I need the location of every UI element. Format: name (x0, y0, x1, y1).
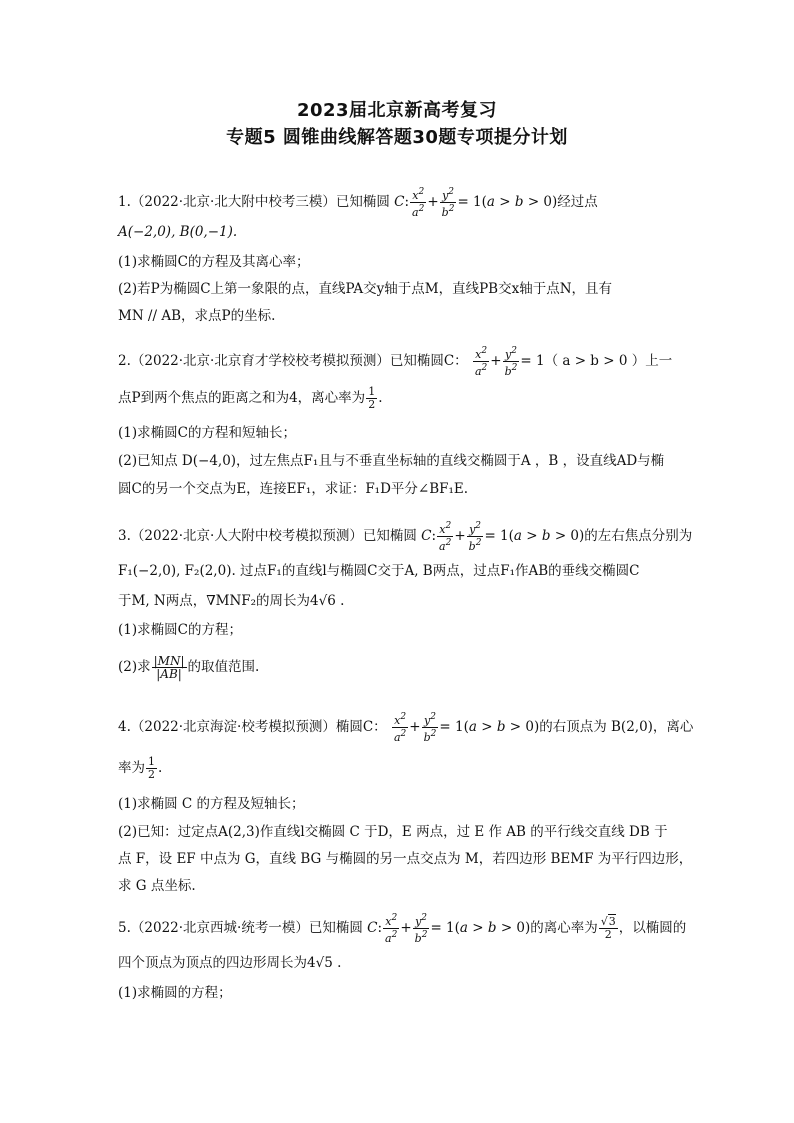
problem-2-line-1: 2.（2022·北京·北京育才学校校考模拟预测）已知椭圆C： $\frac{x^2}{a^2}$ + $\frac{y^2}{b^2}$ = 1（ a > b > 0 ）上一 (118, 346, 673, 378)
problem-1-line-2: A(−2,0), B(0,−1). (118, 224, 238, 240)
problem-source: （2022·北京西城·统考一模） (130, 920, 309, 936)
problem-2-part-2a: (2)已知点 D(−4,0)，过左焦点F₁且与不垂直坐标轴的直线交椭圆于A ，B ，设直线AD与椭 (118, 453, 665, 469)
problem-3-part-2: (2)求 $\frac{|MN|}{|AB|}$ 的取值范围. (118, 654, 260, 681)
fraction-one-half: $\frac{1}{2}$ (148, 755, 155, 781)
problem-number: 5. (118, 920, 131, 936)
problem-4-part-1: (1)求椭圆 C 的方程及短轴长； (118, 796, 305, 812)
document-title: 2023届北京新高考复习 (296, 100, 498, 121)
problem-3-part-1: (1)求椭圆C的方程； (118, 622, 242, 638)
document-subtitle: 专题5 圆锥曲线解答题30题专项提分计划 (226, 127, 568, 148)
problem-number: 1. (118, 194, 131, 210)
problem-source: （2022·北京海淀·校考模拟预测） (130, 719, 336, 735)
ellipse-equation: C: $\frac{x^2}{a^2}$ + $\frac{y^2}{b^2}$ = 1(a > b > 0) (367, 913, 531, 945)
problem-2-part-2b: 圆C的另一个交点为E，连接EF₁，求证：F₁D平分∠BF₁E. (118, 481, 469, 497)
problem-4-part-2c: 求 G 点坐标. (118, 878, 196, 894)
problem-number: 2. (118, 353, 131, 369)
problem-1-part-2a: (2)若P为椭圆C上第一象限的点，直线PA交y轴于点M，直线PB交x轴于点N，且有 (118, 281, 613, 297)
problem-source: （2022·北京·北京育才学校校考模拟预测） (130, 353, 390, 369)
problem-1-line-1: 1.（2022·北京·北大附中校考三模）已知椭圆 C: $\frac{x^2}{a^2}$ + $\frac{y^2}{b^2}$ = 1(a > b > 0)经过点 (118, 187, 598, 219)
problem-4-line-2: 率为 $\frac{1}{2}$ . (118, 755, 163, 781)
problem-1-part-1: (1)求椭圆C的方程及其离心率； (118, 254, 310, 270)
problem-4-part-2a: (2)已知：过定点A(2,3)作直线l交椭圆 C 于D，E 两点，过 E 作 AB 的平行线交直线 DB 于 (118, 824, 668, 840)
problem-number: 4. (118, 719, 131, 735)
ratio-mn-over-ab: $\frac{|MN|}{|AB|}$ (153, 654, 185, 681)
problem-5-line-2: 四个顶点为顶点的四边形周长为4√5 . (118, 955, 342, 971)
ellipse-equation: C: $\frac{x^2}{a^2}$ + $\frac{y^2}{b^2}$ = 1(a > b > 0) (394, 187, 558, 219)
problem-5-part-1: (1)求椭圆的方程； (118, 985, 232, 1001)
fraction-one-half: $\frac{1}{2}$ (368, 385, 376, 411)
problem-1-part-2b: MN // AB，求点P的坐标. (118, 308, 276, 324)
problem-2-line-2: 点P到两个焦点的距离之和为4，离心率为 $\frac{1}{2}$ . (118, 385, 383, 411)
problem-5-line-1: 5.（2022·北京西城·统考一模）已知椭圆 C: $\frac{x^2}{a^2}$ + $\frac{y^2}{b^2}$ = 1(a > b > 0)的离心率为 $\frac{√3}{2}$ ，以椭圆的 (118, 913, 687, 945)
problem-4-part-2b: 点 F，设 EF 中点为 G，直线 BG 与椭圆的另一点交点为 M，若四边形 BEMF 为平行四边形， (118, 851, 693, 867)
problem-source: （2022·北京·人大附中校考模拟预测） (130, 528, 363, 544)
problem-2-part-1: (1)求椭圆C的方程和短轴长； (118, 425, 296, 441)
ellipse-equation: $\frac{x^2}{a^2}$ + $\frac{y^2}{b^2}$ = 1(a > b > 0) (393, 712, 540, 744)
problem-number: 3. (118, 528, 131, 544)
problem-3-line-2: F₁(−2,0), F₂(2,0). 过点F₁的直线l与椭圆C交于A, B两点，过点F₁作AB的垂线交椭圆C (118, 563, 640, 579)
fraction-sqrt3-over-2: $\frac{√3}{2}$ (600, 915, 616, 941)
problem-source: （2022·北京·北大附中校考三模） (130, 194, 336, 210)
problem-3-line-1: 3.（2022·北京·人大附中校考模拟预测）已知椭圆 C: $\frac{x^2}{a^2}$ + $\frac{y^2}{b^2}$ = 1(a > b > 0)的左右焦点分别为 (118, 521, 693, 553)
ellipse-equation: $\frac{x^2}{a^2}$ + $\frac{y^2}{b^2}$ = 1 (474, 346, 545, 378)
problem-4-line-1: 4.（2022·北京海淀·校考模拟预测）椭圆C： $\frac{x^2}{a^2}$ + $\frac{y^2}{b^2}$ = 1(a > b > 0)的右顶点为 B(2,0)，离心 (118, 712, 694, 744)
ellipse-equation: C: $\frac{x^2}{a^2}$ + $\frac{y^2}{b^2}$ = 1(a > b > 0) (421, 521, 585, 553)
problem-3-line-3: 于M, N两点，∇MNF₂的周长为4√6 . (118, 593, 345, 609)
